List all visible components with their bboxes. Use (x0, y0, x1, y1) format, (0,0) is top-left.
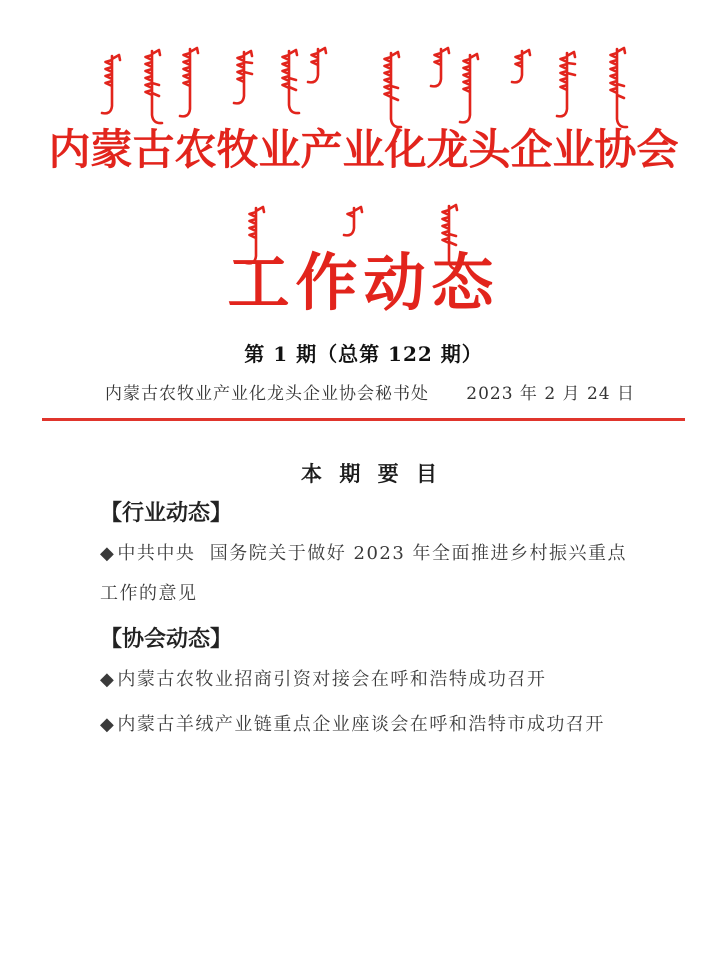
toc-item (100, 534, 643, 614)
bulletin-title: 工作动态 (227, 246, 500, 319)
toc-heading: 本 期 要 目 (301, 462, 442, 486)
publisher-row (105, 382, 635, 406)
toc-item-text: 内蒙古农牧业招商引资对接会在呼和浩特成功召开 (117, 669, 547, 690)
section-label: 【协会动态】 (100, 627, 233, 652)
toc-item-text: 内蒙古羊绒产业链重点企业座谈会在呼和浩特市成功召开 (117, 714, 605, 735)
publish-date: 2023 年 2 月 24 日 (466, 384, 635, 404)
table-of-contents (100, 460, 643, 745)
diamond-bullet-icon: ◆ (100, 543, 116, 564)
mongolian-script-top-icon (0, 42, 727, 130)
issue-number-line: 第 1 期（总第 122 期） (244, 342, 483, 366)
toc-item (100, 660, 643, 700)
toc-item-text: 中共中央 国务院关于做好 2023 年全面推进乡村振兴重点工作的意见 (100, 543, 628, 604)
association-name-title: 内蒙古农牧业产业化龙头企业协会 (48, 125, 679, 174)
diamond-bullet-icon: ◆ (100, 714, 116, 735)
section-label: 【行业动态】 (100, 501, 233, 526)
toc-sections (100, 499, 643, 745)
masthead-divider-rule (42, 418, 685, 421)
publisher-name: 内蒙古农牧业产业化龙头企业协会秘书处 (105, 384, 429, 404)
toc-item (100, 705, 643, 745)
diamond-bullet-icon: ◆ (100, 669, 116, 690)
